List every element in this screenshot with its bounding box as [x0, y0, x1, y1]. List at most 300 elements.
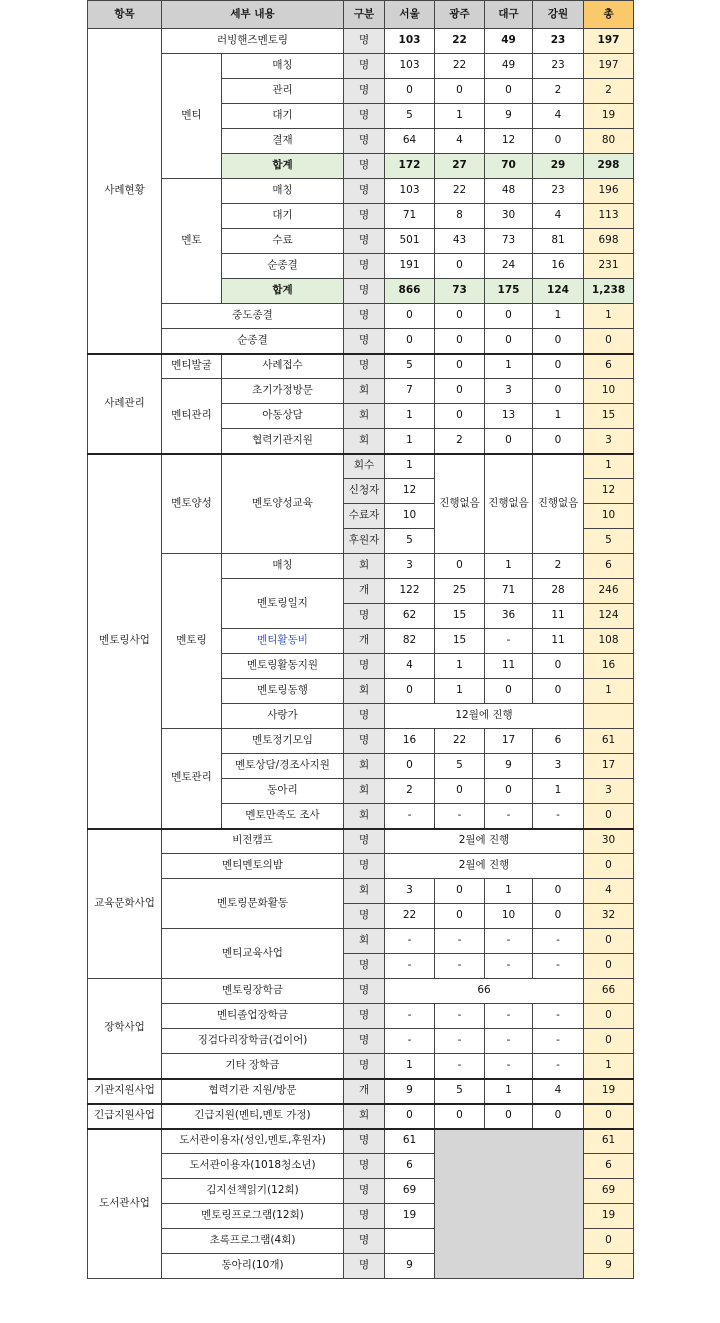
- unit-cell: 명: [344, 304, 385, 329]
- value-cell: 0: [533, 329, 584, 354]
- total-cell: 0: [584, 1104, 634, 1129]
- value-cell: 9: [485, 754, 533, 779]
- row-label: 멘토링일지: [222, 579, 344, 629]
- value-cell: 2: [533, 554, 584, 579]
- value-cell: 22: [435, 729, 485, 754]
- total-cell: 197: [584, 29, 634, 54]
- value-cell: 1: [485, 354, 533, 379]
- value-cell: 2: [435, 429, 485, 454]
- value-cell: 4: [533, 104, 584, 129]
- row-label: 기타 장학금: [162, 1054, 344, 1079]
- table-row: [88, 1079, 634, 1104]
- value-cell: 81: [533, 229, 584, 254]
- unit-cell: 신청자: [344, 479, 385, 504]
- group-training: 멘토양성: [162, 454, 222, 554]
- row-label: 멘토링활동지원: [222, 654, 344, 679]
- value-cell: 22: [385, 904, 435, 929]
- total-cell: 113: [584, 204, 634, 229]
- value-cell: -: [435, 1004, 485, 1029]
- group-mentor-mgmt: 멘토관리: [162, 729, 222, 829]
- value-cell: 24: [485, 254, 533, 279]
- value-cell: 30: [485, 204, 533, 229]
- unit-cell: 회: [344, 879, 385, 904]
- total-cell: 1: [584, 1054, 634, 1079]
- total-cell: 69: [584, 1179, 634, 1204]
- unit-cell: 회: [344, 429, 385, 454]
- row-label: 동아리: [222, 779, 344, 804]
- value-cell: 122: [385, 579, 435, 604]
- row-label: 도서관이용자(성인,멘토,후원자): [162, 1129, 344, 1154]
- unit-cell: 명: [344, 1229, 385, 1254]
- value-cell: -: [485, 1029, 533, 1054]
- row-label: 협력기관 지원/방문: [162, 1079, 344, 1104]
- total-cell: 12: [584, 479, 634, 504]
- value-cell: 2: [533, 79, 584, 104]
- category-education: 교육문화사업: [88, 829, 162, 979]
- unit-cell: 회: [344, 679, 385, 704]
- header-unit: 구분: [344, 1, 385, 29]
- group-discover: 멘티발굴: [162, 354, 222, 379]
- value-cell: 1: [533, 404, 584, 429]
- value-cell: -: [385, 804, 435, 829]
- total-cell: 15: [584, 404, 634, 429]
- unit-cell: 명: [344, 1054, 385, 1079]
- row-label: 비전캠프: [162, 829, 344, 854]
- total-cell: 1,238: [584, 279, 634, 304]
- gray-empty-block: [435, 1129, 584, 1279]
- table-row: [88, 1, 634, 29]
- unit-cell: 명: [344, 904, 385, 929]
- value-cell: 29: [533, 154, 584, 179]
- value-cell: 73: [435, 279, 485, 304]
- row-label: 멘토링문화활동: [162, 879, 344, 929]
- value-cell: 12: [485, 129, 533, 154]
- unit-cell: 회수: [344, 454, 385, 479]
- value-cell: 1: [485, 1079, 533, 1104]
- merged-value-cell: 66: [385, 979, 584, 1004]
- value-cell: 0: [533, 679, 584, 704]
- row-label: 초기가정방문: [222, 379, 344, 404]
- value-cell: 9: [485, 104, 533, 129]
- total-cell: 1: [584, 304, 634, 329]
- total-cell: 5: [584, 529, 634, 554]
- value-cell: 0: [435, 879, 485, 904]
- value-cell: 13: [485, 404, 533, 429]
- value-cell: 3: [385, 879, 435, 904]
- value-cell: -: [533, 954, 584, 979]
- value-cell: 0: [485, 429, 533, 454]
- value-cell: 0: [435, 379, 485, 404]
- value-cell: -: [533, 929, 584, 954]
- value-cell: 6: [533, 729, 584, 754]
- group-mentee-mgmt: 멘티관리: [162, 379, 222, 454]
- total-cell: 3: [584, 779, 634, 804]
- row-label: 멘토링프로그램(12회): [162, 1204, 344, 1229]
- unit-cell: 명: [344, 54, 385, 79]
- row-label: 매칭: [222, 554, 344, 579]
- value-cell: -: [485, 1004, 533, 1029]
- total-cell: 4: [584, 879, 634, 904]
- unit-cell: 명: [344, 129, 385, 154]
- total-cell: 16: [584, 654, 634, 679]
- row-label: 러빙핸즈멘토링: [162, 29, 344, 54]
- value-cell: 62: [385, 604, 435, 629]
- table-row: [88, 454, 634, 479]
- row-label: 멘토양성교육: [222, 454, 344, 554]
- total-cell: 197: [584, 54, 634, 79]
- unit-cell: 개: [344, 1079, 385, 1104]
- value-cell: 16: [385, 729, 435, 754]
- total-cell: 108: [584, 629, 634, 654]
- category-library: 도서관사업: [88, 1129, 162, 1279]
- value-cell: 1: [533, 779, 584, 804]
- value-cell: 0: [485, 79, 533, 104]
- value-cell: 1: [485, 879, 533, 904]
- value-cell: 16: [533, 254, 584, 279]
- unit-cell: 명: [344, 604, 385, 629]
- value-cell: 0: [435, 904, 485, 929]
- value-cell: 49: [485, 54, 533, 79]
- value-cell: [385, 1229, 435, 1254]
- unit-cell: 회: [344, 754, 385, 779]
- unit-cell: 명: [344, 179, 385, 204]
- unit-cell: 명: [344, 254, 385, 279]
- unit-cell: 명: [344, 229, 385, 254]
- value-cell: 17: [485, 729, 533, 754]
- value-cell: 0: [435, 329, 485, 354]
- unit-cell: 명: [344, 954, 385, 979]
- value-cell: -: [485, 954, 533, 979]
- value-cell: 0: [435, 1104, 485, 1129]
- total-cell: 80: [584, 129, 634, 154]
- row-label: 멘티졸업장학금: [162, 1004, 344, 1029]
- value-cell: 48: [485, 179, 533, 204]
- unit-cell: 명: [344, 29, 385, 54]
- total-cell: 0: [584, 1229, 634, 1254]
- value-cell: 71: [385, 204, 435, 229]
- value-cell: 5: [385, 104, 435, 129]
- value-cell: -: [533, 1029, 584, 1054]
- value-cell: 73: [485, 229, 533, 254]
- value-cell: 0: [435, 79, 485, 104]
- total-cell: 0: [584, 954, 634, 979]
- value-cell: 0: [385, 754, 435, 779]
- row-label: 멘티멘토의밤: [162, 854, 344, 879]
- unit-cell: 회: [344, 804, 385, 829]
- row-label: 순종결: [162, 329, 344, 354]
- value-cell: 103: [385, 179, 435, 204]
- value-cell: 0: [435, 354, 485, 379]
- unit-cell: 명: [344, 729, 385, 754]
- total-cell: [584, 704, 634, 729]
- total-cell: 17: [584, 754, 634, 779]
- value-cell: 0: [435, 254, 485, 279]
- value-cell: -: [385, 1029, 435, 1054]
- value-cell: 23: [533, 29, 584, 54]
- total-cell: 10: [584, 379, 634, 404]
- total-cell: 0: [584, 854, 634, 879]
- unit-cell: 명: [344, 979, 385, 1004]
- table-row: [88, 1029, 634, 1054]
- row-label: 대기: [222, 104, 344, 129]
- value-cell: 1: [485, 554, 533, 579]
- unit-cell: 명: [344, 854, 385, 879]
- value-cell: 9: [385, 1079, 435, 1104]
- value-cell: 22: [435, 29, 485, 54]
- value-cell: 0: [435, 304, 485, 329]
- unit-cell: 명: [344, 104, 385, 129]
- value-cell: 0: [533, 879, 584, 904]
- row-label: 합계: [222, 279, 344, 304]
- value-cell: 175: [485, 279, 533, 304]
- unit-cell: 회: [344, 554, 385, 579]
- value-cell: -: [485, 804, 533, 829]
- header-daegu: 대구: [485, 1, 533, 29]
- unit-cell: 수료자: [344, 504, 385, 529]
- total-cell: 698: [584, 229, 634, 254]
- row-label: 매칭: [222, 179, 344, 204]
- value-cell: -: [485, 629, 533, 654]
- unit-cell: 개: [344, 579, 385, 604]
- value-cell: 15: [435, 604, 485, 629]
- value-cell: 501: [385, 229, 435, 254]
- total-cell: 246: [584, 579, 634, 604]
- value-cell: 1: [385, 454, 435, 479]
- value-cell: 23: [533, 179, 584, 204]
- value-cell: 0: [533, 379, 584, 404]
- total-cell: 2: [584, 79, 634, 104]
- row-label: 수료: [222, 229, 344, 254]
- value-cell: 0: [385, 79, 435, 104]
- total-cell: 30: [584, 829, 634, 854]
- unit-cell: 회: [344, 929, 385, 954]
- row-label: 멘티교육사업: [162, 929, 344, 979]
- row-label: 중도종결: [162, 304, 344, 329]
- group-mentor: 멘토: [162, 179, 222, 304]
- value-cell: 0: [435, 404, 485, 429]
- total-cell: 6: [584, 354, 634, 379]
- no-progress-cell: 진행없음: [435, 454, 485, 554]
- category-case-mgmt: 사례관리: [88, 354, 162, 454]
- value-cell: 0: [533, 904, 584, 929]
- value-cell: 1: [385, 1054, 435, 1079]
- value-cell: 0: [435, 554, 485, 579]
- unit-cell: 명: [344, 1254, 385, 1279]
- value-cell: 5: [435, 1079, 485, 1104]
- header-item: 항목: [88, 1, 162, 29]
- value-cell: 0: [485, 304, 533, 329]
- unit-cell: 명: [344, 1204, 385, 1229]
- value-cell: 0: [385, 329, 435, 354]
- table-row: [88, 329, 634, 354]
- total-cell: 1: [584, 679, 634, 704]
- row-label: 관리: [222, 79, 344, 104]
- unit-cell: 개: [344, 629, 385, 654]
- value-cell: -: [435, 1029, 485, 1054]
- note-cell: 12월에 진행: [385, 704, 584, 729]
- row-label: 매칭: [222, 54, 344, 79]
- table-row: [88, 879, 634, 904]
- value-cell: 82: [385, 629, 435, 654]
- value-cell: 5: [385, 529, 435, 554]
- total-cell: 196: [584, 179, 634, 204]
- value-cell: 0: [385, 1104, 435, 1129]
- row-label: 멘토링동행: [222, 679, 344, 704]
- value-cell: 6: [385, 1154, 435, 1179]
- total-cell: 3: [584, 429, 634, 454]
- row-label: 사랑가: [222, 704, 344, 729]
- row-label: 결재: [222, 129, 344, 154]
- value-cell: 0: [485, 329, 533, 354]
- row-label: 멘토만족도 조사: [222, 804, 344, 829]
- value-cell: 4: [533, 204, 584, 229]
- value-cell: 3: [485, 379, 533, 404]
- value-cell: -: [435, 954, 485, 979]
- no-progress-cell: 진행없음: [533, 454, 584, 554]
- table-row: [88, 854, 634, 879]
- table-row: [88, 379, 634, 404]
- value-cell: 11: [533, 629, 584, 654]
- mentee-activity-fee-link: 멘티활동비: [222, 629, 344, 654]
- row-label: 초록프로그램(4회): [162, 1229, 344, 1254]
- category-scholarship: 장학사업: [88, 979, 162, 1079]
- row-label: 합계: [222, 154, 344, 179]
- value-cell: 22: [435, 54, 485, 79]
- total-cell: 231: [584, 254, 634, 279]
- value-cell: 27: [435, 154, 485, 179]
- value-cell: 2: [385, 779, 435, 804]
- unit-cell: 명: [344, 1154, 385, 1179]
- unit-cell: 명: [344, 654, 385, 679]
- value-cell: -: [485, 1054, 533, 1079]
- value-cell: 0: [485, 779, 533, 804]
- table-row: [88, 729, 634, 754]
- row-label: 징검다리장학금(겁이어): [162, 1029, 344, 1054]
- value-cell: 1: [435, 679, 485, 704]
- value-cell: 1: [435, 654, 485, 679]
- value-cell: 3: [385, 554, 435, 579]
- value-cell: 0: [533, 1104, 584, 1129]
- table-row: [88, 179, 634, 204]
- value-cell: 71: [485, 579, 533, 604]
- total-cell: 9: [584, 1254, 634, 1279]
- value-cell: -: [385, 1004, 435, 1029]
- value-cell: 0: [533, 429, 584, 454]
- unit-cell: 회: [344, 404, 385, 429]
- group-mentee: 멘티: [162, 54, 222, 179]
- value-cell: 0: [385, 304, 435, 329]
- value-cell: 8: [435, 204, 485, 229]
- value-cell: 172: [385, 154, 435, 179]
- unit-cell: 명: [344, 279, 385, 304]
- total-cell: 19: [584, 1204, 634, 1229]
- value-cell: 43: [435, 229, 485, 254]
- value-cell: 1: [435, 104, 485, 129]
- total-cell: 0: [584, 1029, 634, 1054]
- row-label: 협력기관지원: [222, 429, 344, 454]
- total-cell: 298: [584, 154, 634, 179]
- total-cell: 10: [584, 504, 634, 529]
- value-cell: -: [385, 929, 435, 954]
- value-cell: 69: [385, 1179, 435, 1204]
- value-cell: 1: [385, 404, 435, 429]
- value-cell: 4: [533, 1079, 584, 1104]
- total-cell: 6: [584, 1154, 634, 1179]
- unit-cell: 명: [344, 1029, 385, 1054]
- total-cell: 0: [584, 1004, 634, 1029]
- row-label: 김지선책읽기(12회): [162, 1179, 344, 1204]
- total-cell: 0: [584, 804, 634, 829]
- no-progress-cell: 진행없음: [485, 454, 533, 554]
- row-label: 아동상담: [222, 404, 344, 429]
- value-cell: 0: [385, 679, 435, 704]
- value-cell: -: [485, 929, 533, 954]
- unit-cell: 명: [344, 1179, 385, 1204]
- total-cell: 0: [584, 929, 634, 954]
- unit-cell: 명: [344, 154, 385, 179]
- value-cell: 5: [385, 354, 435, 379]
- value-cell: 19: [385, 1204, 435, 1229]
- table-row: [88, 1129, 634, 1154]
- value-cell: 124: [533, 279, 584, 304]
- value-cell: 64: [385, 129, 435, 154]
- table-row: [88, 354, 634, 379]
- value-cell: -: [385, 954, 435, 979]
- table-row: [88, 829, 634, 854]
- total-cell: 124: [584, 604, 634, 629]
- value-cell: 23: [533, 54, 584, 79]
- value-cell: 9: [385, 1254, 435, 1279]
- value-cell: 15: [435, 629, 485, 654]
- note-cell: 2월에 진행: [385, 829, 584, 854]
- header-detail: 세부 내용: [162, 1, 344, 29]
- total-cell: 6: [584, 554, 634, 579]
- value-cell: -: [435, 1054, 485, 1079]
- total-cell: 19: [584, 1079, 634, 1104]
- total-cell: 32: [584, 904, 634, 929]
- value-cell: 191: [385, 254, 435, 279]
- value-cell: 103: [385, 29, 435, 54]
- row-label: 대기: [222, 204, 344, 229]
- value-cell: 10: [485, 904, 533, 929]
- unit-cell: 명: [344, 204, 385, 229]
- header-gwangju: 광주: [435, 1, 485, 29]
- value-cell: 36: [485, 604, 533, 629]
- value-cell: 0: [435, 779, 485, 804]
- table-row: [88, 979, 634, 1004]
- unit-cell: 명: [344, 1129, 385, 1154]
- row-label: 긴급지원(멘티,멘토 가정): [162, 1104, 344, 1129]
- category-emergency: 긴급지원사업: [88, 1104, 162, 1129]
- value-cell: 61: [385, 1129, 435, 1154]
- total-cell: 1: [584, 454, 634, 479]
- value-cell: 3: [533, 754, 584, 779]
- value-cell: 12: [385, 479, 435, 504]
- category-cases: 사례현황: [88, 29, 162, 354]
- table-row: [88, 1004, 634, 1029]
- value-cell: 866: [385, 279, 435, 304]
- total-cell: 61: [584, 1129, 634, 1154]
- row-label: 동아리(10개): [162, 1254, 344, 1279]
- value-cell: 4: [435, 129, 485, 154]
- value-cell: 0: [533, 654, 584, 679]
- value-cell: 0: [485, 1104, 533, 1129]
- unit-cell: 명: [344, 704, 385, 729]
- header-gangwon: 강원: [533, 1, 584, 29]
- value-cell: 1: [385, 429, 435, 454]
- value-cell: 0: [485, 679, 533, 704]
- unit-cell: 명: [344, 354, 385, 379]
